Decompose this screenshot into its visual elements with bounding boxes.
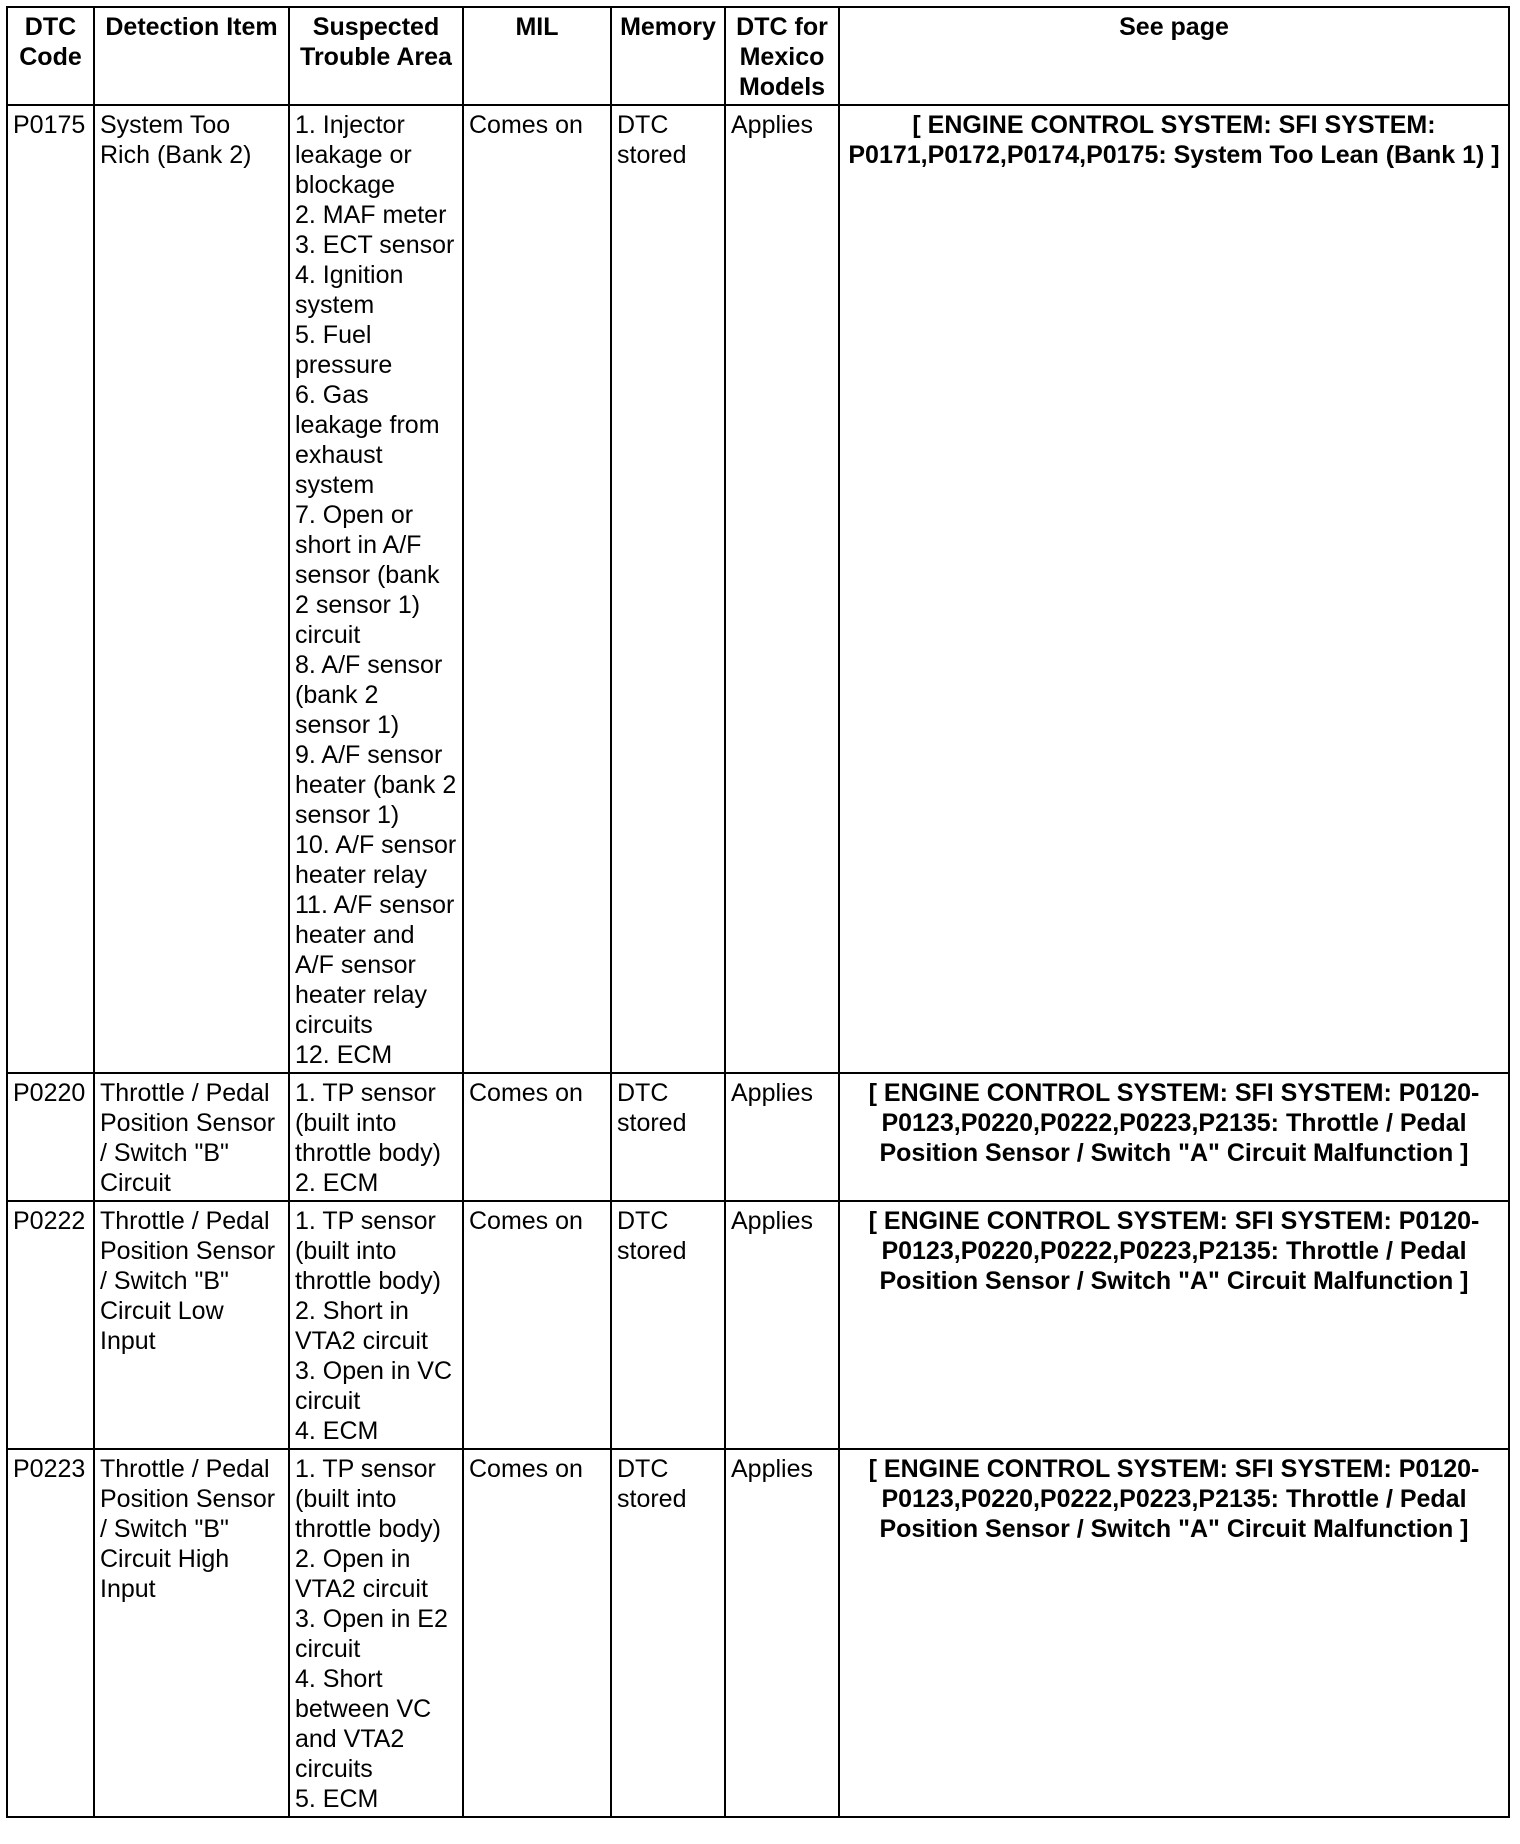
memory-cell: DTC stored [611, 1449, 725, 1817]
trouble-area-item: 2. Open in VTA2 circuit [295, 1545, 428, 1603]
dtc-table [6, 6, 1510, 1818]
trouble-area-item: 9. A/F sensor heater (bank 2 sensor 1) [295, 741, 457, 829]
detection-item-cell: Throttle / Pedal Position Sensor / Switch "B" Circuit [94, 1073, 289, 1201]
table-row [7, 1449, 1509, 1817]
trouble-area-item: 8. A/F sensor (bank 2 sensor 1) [295, 651, 443, 739]
memory-cell: DTC stored [611, 1201, 725, 1449]
trouble-area-item: 10. A/F sensor heater relay [295, 831, 457, 889]
detection-item-cell: Throttle / Pedal Position Sensor / Switch "B" Circuit High Input [94, 1449, 289, 1817]
trouble-area-item: 7. Open or short in A/F sensor (bank 2 sensor 1) circuit [295, 501, 440, 649]
table-body [7, 105, 1509, 1817]
suspected-trouble-area-cell [289, 1073, 463, 1201]
mil-cell: Comes on [463, 105, 611, 1073]
trouble-area-item: 1. TP sensor (built into throttle body) [295, 1207, 441, 1295]
mexico-models-cell: Applies [725, 1201, 839, 1449]
dtc-code-cell: P0175 [7, 105, 94, 1073]
header-mil: MIL [463, 7, 611, 105]
dtc-code-cell: P0223 [7, 1449, 94, 1817]
trouble-area-item: 11. A/F sensor heater and A/F sensor heater relay circuits [295, 891, 455, 1039]
dtc-code-cell: P0222 [7, 1201, 94, 1449]
trouble-area-item: 12. ECM [295, 1041, 393, 1069]
trouble-area-item: 5. ECM [295, 1785, 379, 1813]
table-row [7, 105, 1509, 1073]
memory-cell: DTC stored [611, 1073, 725, 1201]
see-page-link[interactable]: [ ENGINE CONTROL SYSTEM: SFI SYSTEM: P0120-P0123,P0220,P0222,P0223,P2135: Throttle / Pedal Position Sensor / Switch "A" Circuit Malfunction ] [839, 1449, 1509, 1817]
mexico-models-cell: Applies [725, 1449, 839, 1817]
see-page-link[interactable]: [ ENGINE CONTROL SYSTEM: SFI SYSTEM: P0171,P0172,P0174,P0175: System Too Lean (Bank 1) ] [839, 105, 1509, 1073]
mil-cell: Comes on [463, 1073, 611, 1201]
header-detection-item: Detection Item [94, 7, 289, 105]
trouble-area-item: 4. Ignition system [295, 261, 404, 319]
table-row [7, 1073, 1509, 1201]
header-dtc-for-mexico-models: DTC for Mexico Models [725, 7, 839, 105]
trouble-area-item: 1. Injector leakage or blockage [295, 111, 412, 199]
suspected-trouble-area-cell [289, 1201, 463, 1449]
trouble-area-item: 1. TP sensor (built into throttle body) [295, 1455, 441, 1543]
detection-item-cell: Throttle / Pedal Position Sensor / Switch "B" Circuit Low Input [94, 1201, 289, 1449]
trouble-area-item: 3. Open in E2 circuit [295, 1605, 448, 1663]
table-header [7, 7, 1509, 105]
mexico-models-cell: Applies [725, 105, 839, 1073]
trouble-area-item: 5. Fuel pressure [295, 321, 393, 379]
trouble-area-item: 2. Short in VTA2 circuit [295, 1297, 428, 1355]
trouble-area-item: 3. ECT sensor [295, 231, 455, 259]
table-row [7, 1201, 1509, 1449]
trouble-area-item: 3. Open in VC circuit [295, 1357, 453, 1415]
trouble-area-item: 1. TP sensor (built into throttle body) [295, 1079, 441, 1167]
header-dtc-code: DTC Code [7, 7, 94, 105]
suspected-trouble-area-cell [289, 105, 463, 1073]
suspected-trouble-area-cell [289, 1449, 463, 1817]
trouble-area-item: 2. ECM [295, 1169, 379, 1197]
mil-cell: Comes on [463, 1449, 611, 1817]
header-row [7, 7, 1509, 105]
header-memory: Memory [611, 7, 725, 105]
header-see-page: See page [839, 7, 1509, 105]
header-suspected-trouble-area: Suspected Trouble Area [289, 7, 463, 105]
trouble-area-item: 4. Short between VC and VTA2 circuits [295, 1665, 432, 1783]
detection-item-cell: System Too Rich (Bank 2) [94, 105, 289, 1073]
trouble-area-item: 6. Gas leakage from exhaust system [295, 381, 440, 499]
mil-cell: Comes on [463, 1201, 611, 1449]
mexico-models-cell: Applies [725, 1073, 839, 1201]
see-page-link[interactable]: [ ENGINE CONTROL SYSTEM: SFI SYSTEM: P0120-P0123,P0220,P0222,P0223,P2135: Throttle / Pedal Position Sensor / Switch "A" Circuit Malfunction ] [839, 1201, 1509, 1449]
dtc-code-cell: P0220 [7, 1073, 94, 1201]
trouble-area-item: 2. MAF meter [295, 201, 447, 229]
trouble-area-item: 4. ECM [295, 1417, 379, 1445]
memory-cell: DTC stored [611, 105, 725, 1073]
see-page-link[interactable]: [ ENGINE CONTROL SYSTEM: SFI SYSTEM: P0120-P0123,P0220,P0222,P0223,P2135: Throttle / Pedal Position Sensor / Switch "A" Circuit Malfunction ] [839, 1073, 1509, 1201]
